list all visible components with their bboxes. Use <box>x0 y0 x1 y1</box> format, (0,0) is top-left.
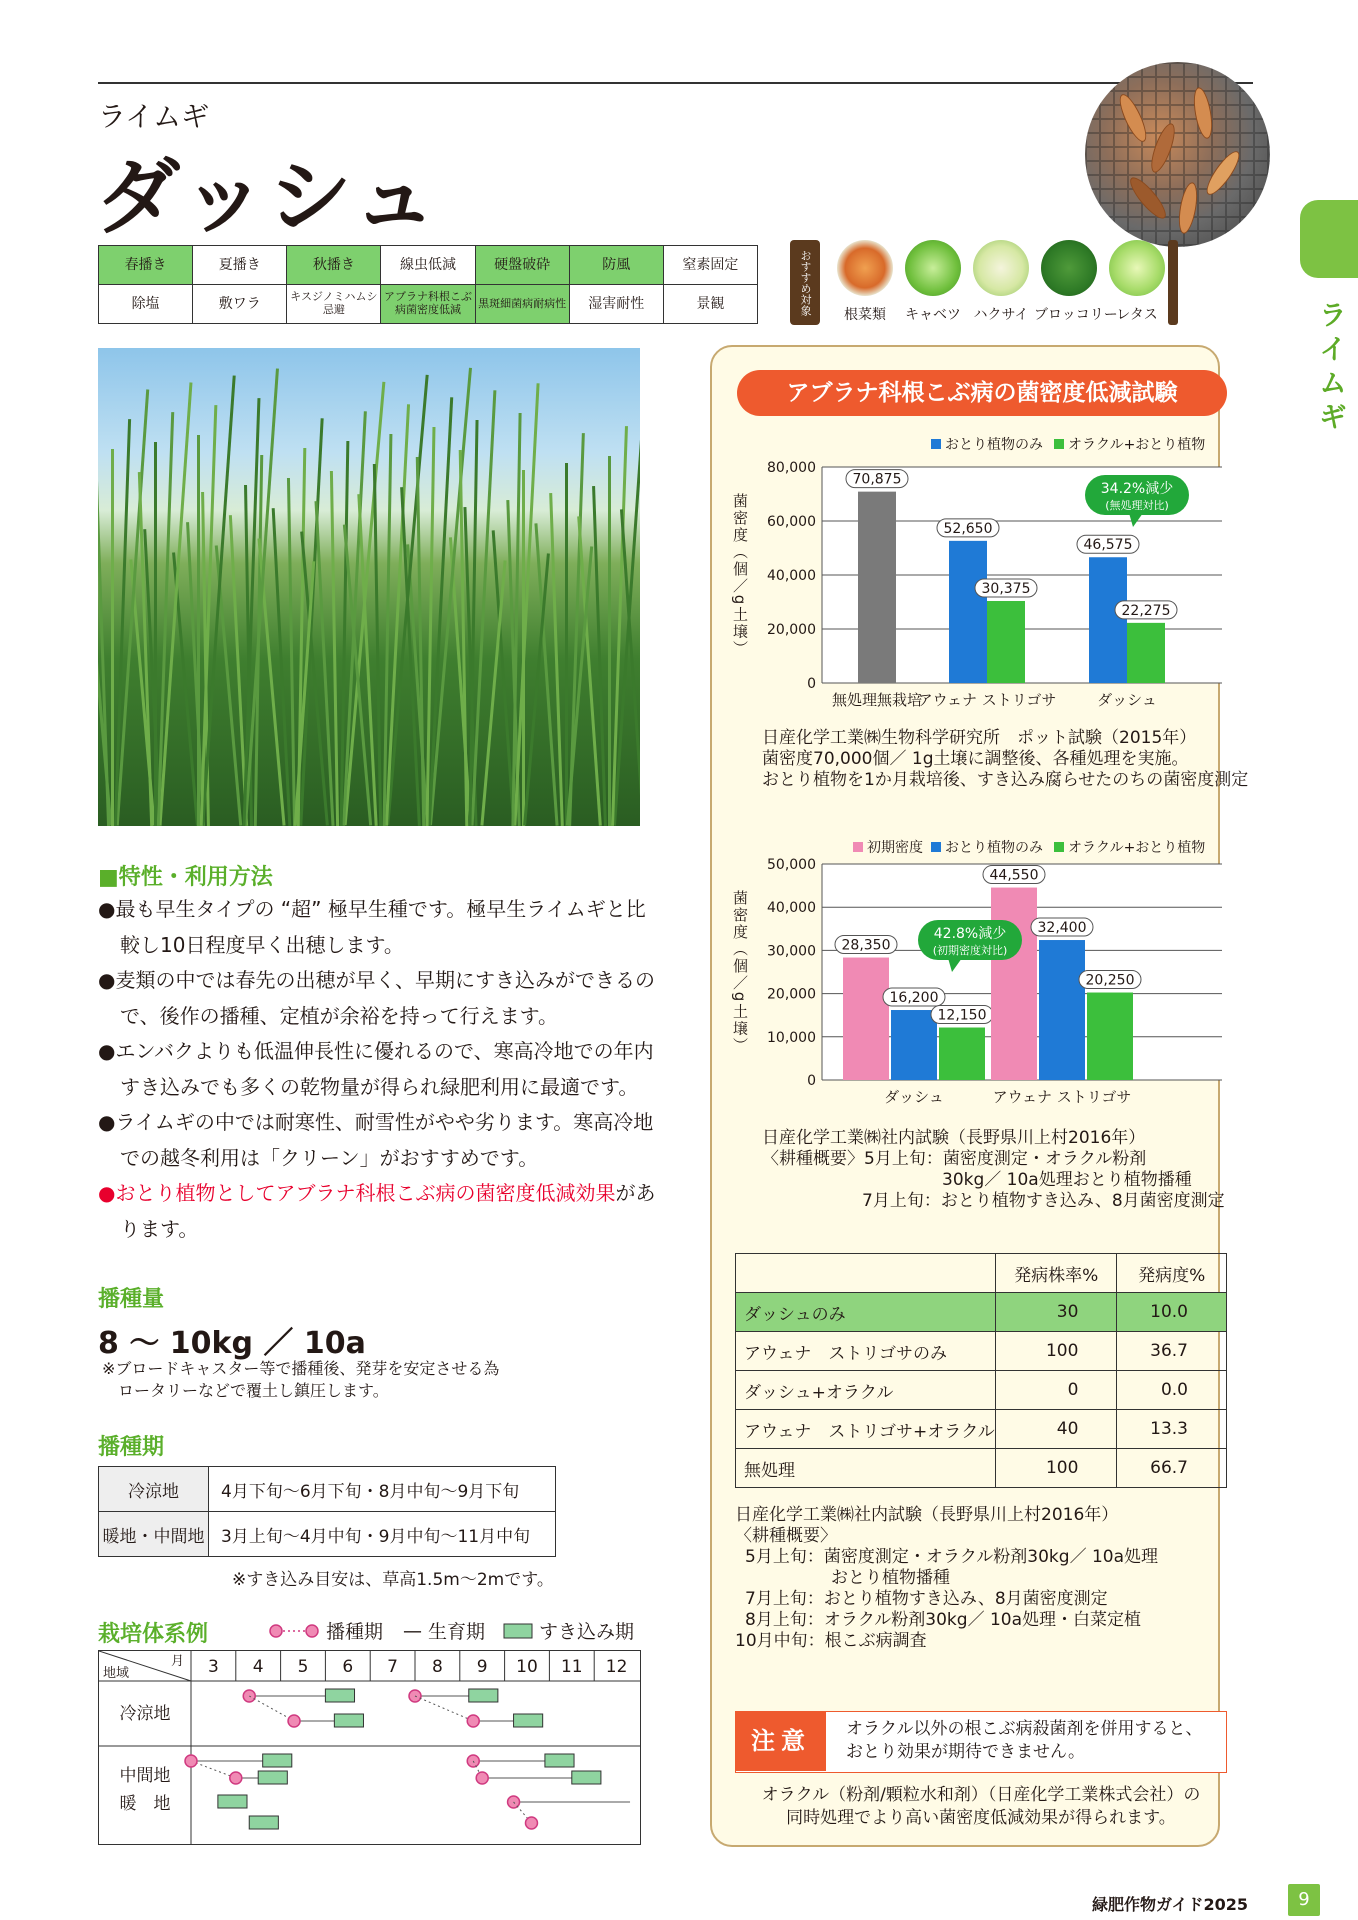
feature-tag: 景観 <box>663 285 757 324</box>
table-row <box>736 1293 1227 1332</box>
plow-period-bar <box>263 1754 292 1767</box>
y-tick-label: 0 <box>807 676 816 692</box>
crop-broccoli: ブロッコリー <box>1034 240 1104 324</box>
seeding-rate-title: 播種量 <box>98 1287 165 1312</box>
data-label: 30,375 <box>981 580 1031 597</box>
data-label: 46,575 <box>1083 537 1133 554</box>
table-cell: 13.3 <box>1117 1410 1227 1449</box>
legend-swatch <box>853 842 863 852</box>
data-label: 16,200 <box>889 990 939 1007</box>
feature-tags-table <box>98 245 758 324</box>
table-cell: アウェナ ストリゴサ+オラクル <box>736 1410 996 1449</box>
lane-dashed-link <box>191 1761 236 1778</box>
recommended-badge: おすすめ対象 <box>790 240 820 325</box>
plow-legend-icon <box>503 1622 533 1640</box>
bar <box>939 1028 985 1080</box>
feature-tag: 春播き <box>99 246 193 285</box>
table-cell: 100 <box>996 1449 1117 1488</box>
table-row <box>736 1449 1227 1488</box>
y-tick-label: 40,000 <box>767 900 816 917</box>
y-tick-label: 20,000 <box>767 622 816 638</box>
disease-result-table <box>735 1253 1227 1488</box>
legend-label: 初期密度 <box>867 840 923 856</box>
feature-tag: 線虫低減 <box>381 246 475 285</box>
features-title: ■特性・利用方法 <box>98 865 273 890</box>
bar <box>1087 993 1133 1080</box>
table-cell: 66.7 <box>1117 1449 1227 1488</box>
x-tick-label: アウェナ ストリゴサ <box>917 691 1057 709</box>
sowing-marker <box>476 1772 488 1784</box>
bar <box>1127 623 1165 683</box>
crop-root-vegetables: 根菜類 <box>830 240 900 324</box>
calendar-grid <box>99 1651 640 1844</box>
data-label: 20,250 <box>1085 972 1135 989</box>
table-cell: 0 <box>996 1371 1117 1410</box>
month-label: 6 <box>342 1657 354 1677</box>
bar <box>858 492 896 683</box>
feature-tag: キスジノミハムシ忌避 <box>287 285 381 324</box>
table-row <box>736 1371 1227 1410</box>
annotation-subtext: (初期密度対比) <box>932 944 1008 957</box>
x-tick-label: 無処理無栽培 <box>831 691 923 709</box>
bar <box>991 888 1037 1080</box>
sowing-marker <box>185 1755 197 1767</box>
bar <box>1089 557 1127 683</box>
legend-label: おとり植物のみ <box>945 840 1043 856</box>
panel-title: アブラナ科根こぶ病の菌密度低減試験 <box>737 370 1227 416</box>
feature-tag: 窒素固定 <box>663 246 757 285</box>
table-cell: 40 <box>996 1410 1117 1449</box>
lettuce-icon <box>1109 240 1165 296</box>
plow-period-bar <box>514 1714 543 1727</box>
y-tick-label: 40,000 <box>767 568 816 584</box>
data-label: 28,350 <box>841 937 891 954</box>
sowing-marker <box>230 1772 242 1784</box>
feature-item: ●最も早生タイプの “超” 極早生種です。極早生ライムギと比較し10日程度早く出穂します。 <box>98 897 646 957</box>
table-header-row <box>736 1254 1227 1293</box>
feature-item: ●麦類の中では春先の出穂が早く、早期にすき込みができるので、後作の播種、定植が余裕を持って行えます。 <box>98 968 656 1028</box>
month-label: 4 <box>252 1657 264 1677</box>
y-axis-label: 菌密度（個／g土壌） <box>731 889 749 1055</box>
x-tick-label: ダッシュ <box>1097 691 1157 709</box>
region-label: 中間地 <box>119 1766 171 1786</box>
feature-tag: 敷ワラ <box>193 285 287 324</box>
y-tick-label: 0 <box>807 1073 816 1089</box>
column-header <box>736 1254 996 1293</box>
table-cell: 36.7 <box>1117 1332 1227 1371</box>
bar <box>987 601 1025 683</box>
x-tick-label: ダッシュ <box>884 1088 944 1106</box>
category-label: ライムギ <box>98 100 210 133</box>
y-tick-label: 50,000 <box>767 857 816 873</box>
feature-tag: 秋播き <box>287 246 381 285</box>
chart-decoy-test-1 <box>722 425 1232 715</box>
data-label: 22,275 <box>1121 602 1171 619</box>
corner-month: 月 <box>171 1654 185 1669</box>
feature-tag: 防風 <box>569 246 663 285</box>
seeding-rate-value: 8 〜 10kg ／ 10a <box>98 1326 366 1361</box>
lane-dashed-link <box>415 1696 473 1721</box>
sowing-marker <box>467 1715 479 1727</box>
sowing-marker <box>288 1715 300 1727</box>
y-tick-label: 20,000 <box>767 986 816 1003</box>
y-tick-label: 10,000 <box>767 1029 816 1046</box>
plow-period-bar <box>572 1771 601 1784</box>
cultivation-calendar <box>98 1650 641 1845</box>
caution-label: 注意 <box>736 1712 826 1771</box>
table-cell: アウェナ ストリゴサのみ <box>736 1332 996 1371</box>
feature-tag: 硬盤破砕 <box>475 246 569 285</box>
table-cell: 100 <box>996 1332 1117 1371</box>
table-cell: 無処理 <box>736 1449 996 1488</box>
root-vegetable-icon <box>837 240 893 296</box>
table-row <box>736 1332 1227 1371</box>
data-label: 44,550 <box>989 867 1039 884</box>
table-cell: 30 <box>996 1293 1117 1332</box>
data-label: 70,875 <box>852 471 902 488</box>
legend-swatch <box>1054 439 1064 449</box>
legend-label: おとり植物のみ <box>945 437 1043 453</box>
month-label: 7 <box>387 1657 399 1677</box>
chart1-note: 日産化学工業㈱生物科学研究所 ポット試験（2015年） 菌密度70,000個／ 1g土壌に調整後、各種処理を実施。 おとり植物を1か月栽培後、すき込み腐らせたのちの菌密度測定 <box>762 728 1249 790</box>
table-cell: ダッシュのみ <box>736 1293 996 1332</box>
table-cell: ダッシュ+オラクル <box>736 1371 996 1410</box>
bar <box>1039 940 1085 1080</box>
plow-period-bar <box>469 1689 498 1702</box>
feature-tag: 湿害耐性 <box>569 285 663 324</box>
crop-chinese-cabbage: ハクサイ <box>966 240 1036 324</box>
column-header: 発病株率% <box>996 1254 1117 1293</box>
table-cell: 0.0 <box>1117 1371 1227 1410</box>
broccoli-icon <box>1041 240 1097 296</box>
y-tick-label: 60,000 <box>767 514 816 530</box>
plow-period-bar <box>258 1771 287 1784</box>
bar <box>891 1010 937 1080</box>
seed-photo <box>1085 62 1270 247</box>
crop-cabbage: キャベツ <box>898 240 968 324</box>
legend-label: オラクル+おとり植物 <box>1068 437 1206 453</box>
plow-period-bar <box>334 1714 363 1727</box>
y-axis-label: 菌密度（個／g土壌） <box>731 492 749 658</box>
side-label: ライムギ <box>1315 300 1348 436</box>
legend-label: オラクル+おとり植物 <box>1068 840 1206 856</box>
annotation-text: 42.8%減少 <box>933 926 1007 942</box>
chart-decoy-test-2 <box>722 828 1232 1118</box>
sowing-marker <box>525 1817 537 1829</box>
column-header: 発病度% <box>1117 1254 1227 1293</box>
feature-tag: 除塩 <box>99 285 193 324</box>
y-tick-label: 30,000 <box>767 943 816 960</box>
rye-field-photo <box>98 348 640 826</box>
table-row <box>736 1410 1227 1449</box>
plow-period-bar <box>218 1795 247 1808</box>
table-row: 暖地・中間地 3月上旬〜4月中旬・9月中旬〜11月中旬 <box>99 1512 556 1557</box>
calendar-title: 栽培体系例 <box>98 1622 209 1647</box>
seeding-note: ※ブロードキャスター等で播種後、発芽を安定させる為 ロータリーなどで覆土し鎮圧します。 <box>102 1359 500 1400</box>
feature-item-highlight: ●おとり植物としてアブラナ科根こぶ病の菌密度低減効果があります。 <box>98 1181 656 1241</box>
month-label: 5 <box>297 1657 309 1677</box>
feature-tag: 夏播き <box>193 246 287 285</box>
region-label: 冷涼地 <box>119 1704 171 1724</box>
legend-swatch <box>1054 842 1064 852</box>
annotation-subtext: (無処理対比) <box>1105 499 1169 512</box>
bar <box>843 958 889 1080</box>
table-note: 日産化学工業㈱社内試験（長野県川上村2016年） 〈耕種概要〉 5月上旬：菌密度測定・オラクル粉剤30kg／ 10a処理 おとり植物播種 7月上旬：おとり植物すき込み、8月菌密度測定 8月上旬：オラクル粉剤30kg／ 10a処理・白菜定植 10月中旬：根こぶ病調査 <box>735 1505 1159 1651</box>
month-label: 3 <box>207 1657 219 1677</box>
sowing-period-table <box>98 1466 556 1557</box>
table-cell: 10.0 <box>1117 1293 1227 1332</box>
feature-tag: アブラナ科根こぶ病菌密度低減 <box>381 285 475 324</box>
month-label: 10 <box>516 1657 538 1677</box>
cabbage-icon <box>905 240 961 296</box>
panel-footnote: オラクル（粉剤/顆粒水和剤）（日産化学工業株式会社）の 同時処理でより高い菌密度低減効果が得られます。 <box>761 1785 1201 1828</box>
data-label: 12,150 <box>937 1007 987 1024</box>
side-tab <box>1300 200 1358 278</box>
calendar-legend: 播種期 — 生育期 すき込み期 <box>268 1617 634 1644</box>
plow-period-bar <box>325 1689 354 1702</box>
bar <box>949 541 987 683</box>
crop-lettuce: レタス <box>1102 240 1172 324</box>
chinese-cabbage-icon <box>973 240 1029 296</box>
legend-swatch <box>931 439 941 449</box>
region-label: 暖 地 <box>119 1794 171 1814</box>
y-tick-label: 80,000 <box>767 460 816 476</box>
caution-box <box>735 1711 1227 1773</box>
month-label: 8 <box>431 1657 443 1677</box>
legend-swatch <box>931 842 941 852</box>
month-label: 12 <box>605 1657 628 1677</box>
guide-name: 緑肥作物ガイド2025 <box>1092 1895 1249 1914</box>
data-label: 32,400 <box>1037 920 1087 937</box>
corner-region: 地域 <box>103 1666 130 1681</box>
page-title: ダッシュ <box>96 148 439 246</box>
features-list <box>98 892 658 1247</box>
feature-tag: 黒斑細菌病耐病性 <box>475 285 569 324</box>
table-row: 冷涼地 4月下旬〜6月下旬・8月中旬〜9月下旬 <box>99 1467 556 1512</box>
annotation-text: 34.2%減少 <box>1100 481 1174 497</box>
page-number: 9 <box>1288 1884 1320 1916</box>
x-tick-label: アウェナ ストリゴサ <box>992 1088 1132 1106</box>
sowing-legend-icon <box>268 1623 320 1639</box>
plow-period-bar <box>249 1816 278 1829</box>
recommended-crops <box>790 240 1180 325</box>
feature-item: ●エンバクよりも低温伸長性に優れるので、寒高冷地での年内すき込みでも多くの乾物量が得られ緑肥利用に最適です。 <box>98 1039 654 1099</box>
plow-period-bar <box>545 1754 574 1767</box>
data-label: 52,650 <box>943 520 993 537</box>
feature-item: ●ライムギの中では耐寒性、耐雪性がやや劣ります。寒高冷地での越冬利用は「クリーン」がおすすめです。 <box>98 1110 654 1170</box>
chart2-note: 日産化学工業㈱社内試験（長野県川上村2016年） 〈耕種概要〉5月上旬：菌密度測定・オラクル粉剤 30kg／ 10a処理おとり植物播種 7月上旬：おとり植物すき込み、8月菌密度測定 <box>762 1128 1225 1211</box>
month-label: 11 <box>560 1657 583 1677</box>
caution-text: オラクル以外の根こぶ病殺菌剤を併用すると、 おとり効果が期待できません。 <box>846 1719 1203 1762</box>
sowing-period-title: 播種期 <box>98 1435 165 1460</box>
top-rule <box>98 82 1253 84</box>
period-note: ※すき込み目安は、草高1.5m〜2mです。 <box>232 1570 554 1590</box>
lane-dashed-link <box>249 1696 294 1721</box>
month-label: 9 <box>476 1657 488 1677</box>
